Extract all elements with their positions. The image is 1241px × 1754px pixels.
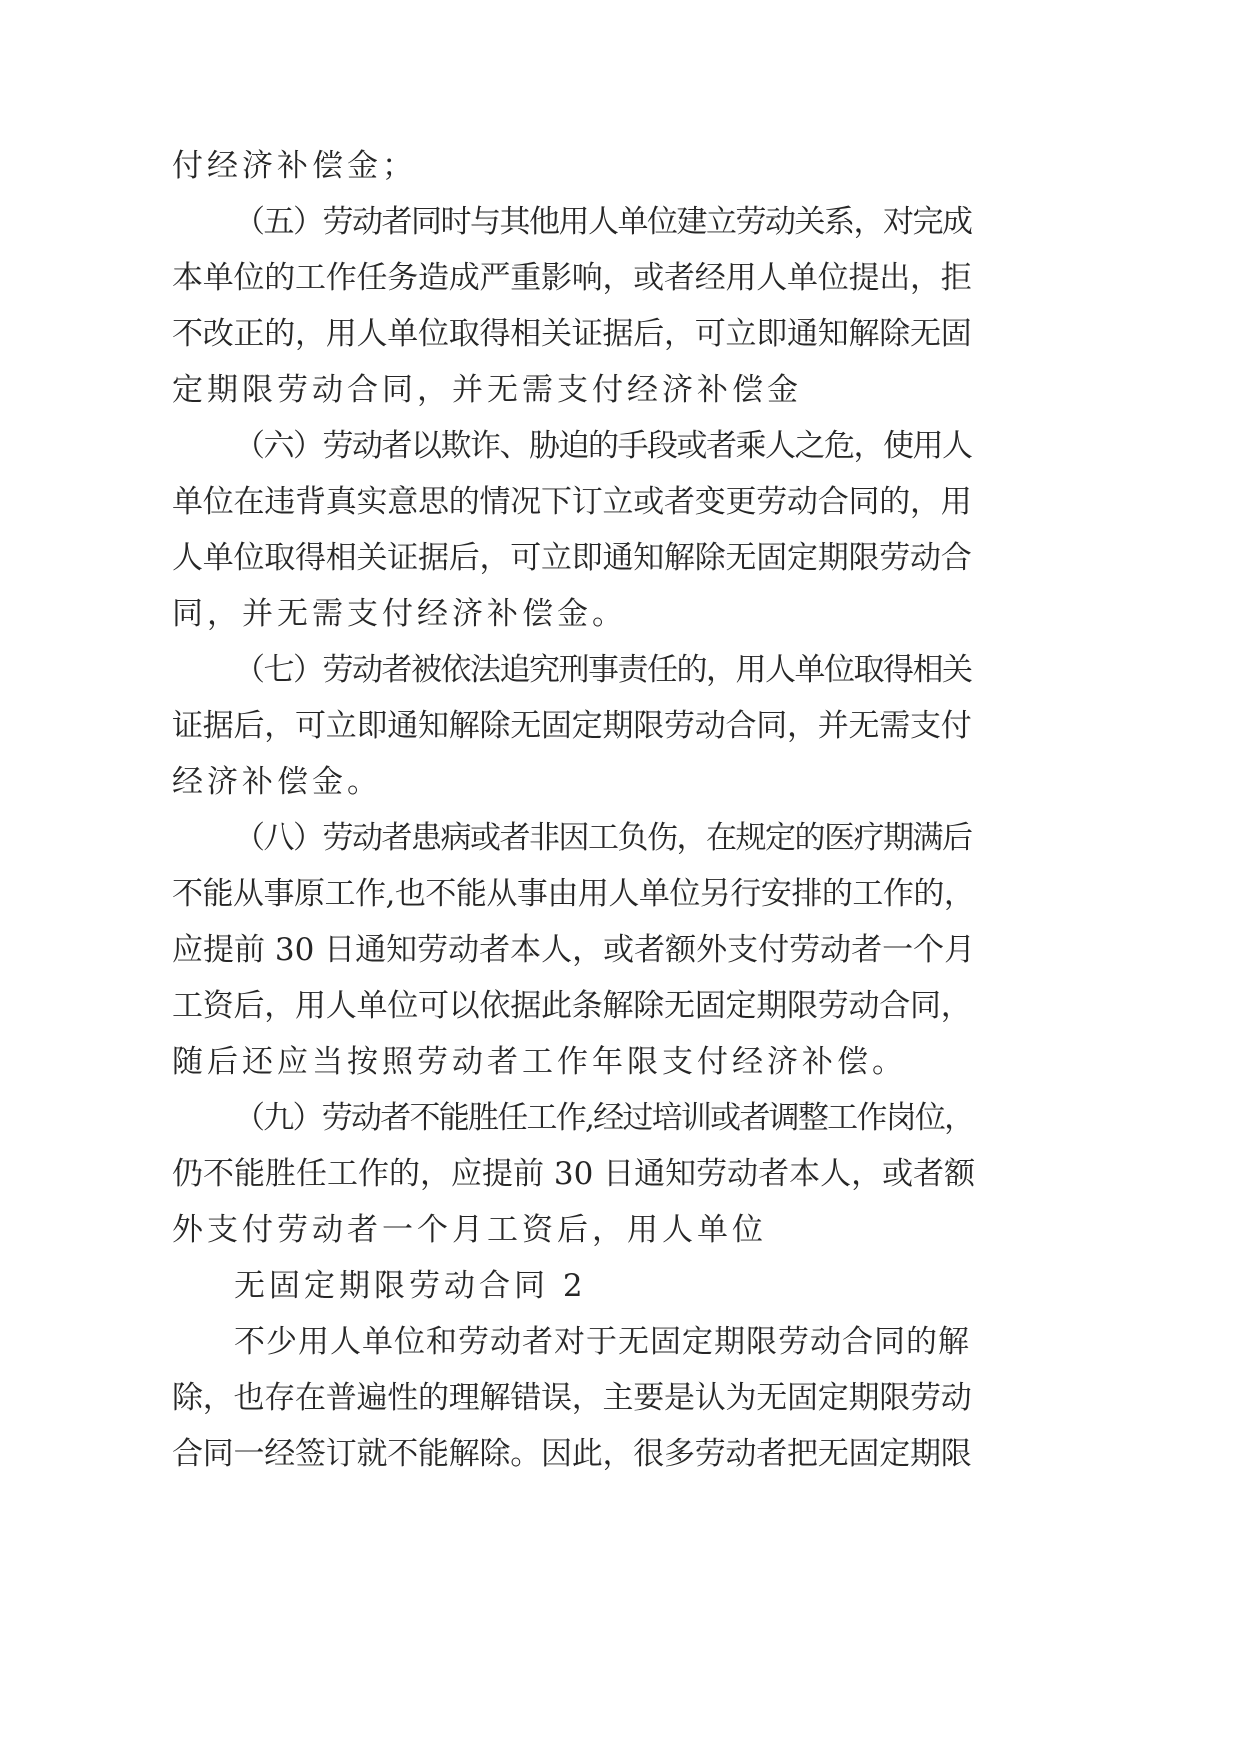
- text-line: 合同一经签订就不能解除。因此，很多劳动者把无固定期限: [172, 1436, 972, 1472]
- text-line: （六）劳动者以欺诈、胁迫的手段或者乘人之危，使用人: [234, 428, 972, 464]
- text-line: 不少用人单位和劳动者对于无固定期限劳动合同的解: [234, 1324, 970, 1360]
- text-line: 付经济补偿金；: [172, 148, 417, 184]
- text-line: 同，并无需支付经济补偿金。: [172, 596, 627, 632]
- text-line: 单位在违背真实意思的情况下订立或者变更劳动合同的，用: [172, 484, 972, 520]
- text-line: 除，也存在普遍性的理解错误，主要是认为无固定期限劳动: [172, 1380, 972, 1416]
- text-line: （九）劳动者不能胜任工作,经过培训或者调整工作岗位，: [234, 1100, 974, 1136]
- text-line: 定期限劳动合同，并无需支付经济补偿金: [172, 372, 802, 408]
- text-line: （五）劳动者同时与其他用人单位建立劳动关系，对完成: [234, 204, 972, 240]
- text-line: 不能从事原工作,也不能从事由用人单位另行安排的工作的，: [172, 876, 975, 912]
- text-line: 人单位取得相关证据后，可立即通知解除无固定期限劳动合: [172, 540, 972, 576]
- text-line: 应提前 30 日通知劳动者本人，或者额外支付劳动者一个月: [172, 932, 976, 968]
- text-line: （七）劳动者被依法追究刑事责任的，用人单位取得相关: [234, 652, 972, 688]
- text-line: 随后还应当按照劳动者工作年限支付经济补偿。: [172, 1044, 907, 1080]
- text-line: 证据后，可立即通知解除无固定期限劳动合同，并无需支付: [172, 708, 972, 744]
- text-line: 不改正的，用人单位取得相关证据后，可立即通知解除无固: [172, 316, 972, 352]
- text-line: （八）劳动者患病或者非因工负伤，在规定的医疗期满后: [234, 820, 972, 856]
- text-line: 本单位的工作任务造成严重影响，或者经用人单位提出，拒: [172, 260, 972, 296]
- text-line: 仍不能胜任工作的，应提前 30 日通知劳动者本人，或者额: [172, 1156, 976, 1192]
- text-line: 经济补偿金。: [172, 764, 382, 800]
- section-heading: 无固定期限劳动合同 2: [234, 1268, 587, 1304]
- text-line: 外支付劳动者一个月工资后，用人单位: [172, 1212, 767, 1248]
- text-line: 工资后，用人单位可以依据此条解除无固定期限劳动合同，: [172, 988, 972, 1024]
